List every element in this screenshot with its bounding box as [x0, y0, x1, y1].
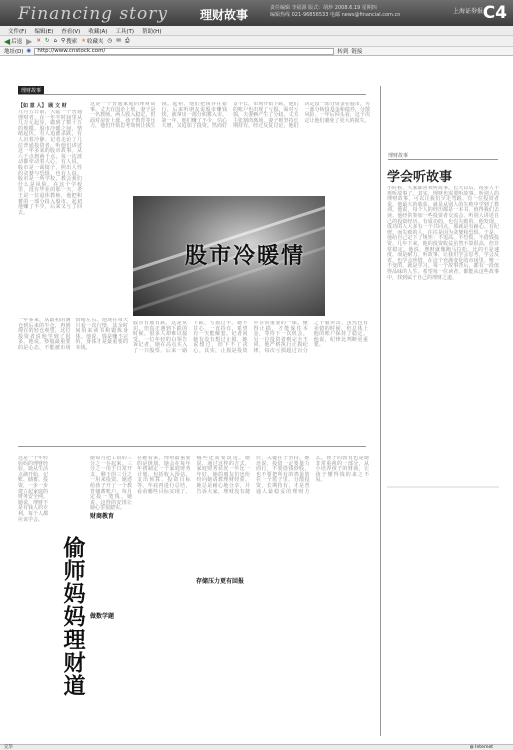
right-divider-block — [387, 486, 499, 488]
right-column-headline: 学会听故事 — [387, 170, 453, 185]
bottom-left-narrow-column: 这是一个年轻妈妈的理财经验。她从生活点滴开始，记账、储蓄、投资，一步一步建立起家庭的财务安全网。她说，理财不是有钱人的专利，每个人都应该学会。 — [18, 456, 48, 523]
address-bar — [0, 47, 513, 56]
stock-photo — [133, 196, 325, 316]
history-button[interactable] — [108, 38, 113, 44]
subhead-math: 做数学题 — [90, 613, 115, 620]
print-icon: ⎙ — [124, 37, 130, 44]
header-page-number: C4 — [482, 3, 507, 23]
bottom-middle-columns: 在她看来，理财最重要的是规划。她会在每年年初制定一个家庭财务计划，包括收入预估、支出预算、投资目标等。年底再进行总结，看看哪些目标实现了，哪些还需要改进。她说，通过这样的方式，家庭财务状况一年比一年好。她的朋友们也纷纷向她请教理财经验。她总是耐心地分享，并告诉大家，理财没有捷径，关键在于坚持。她还说，投资一定要量力而行，不要借钱炒股，也不要把所有的鸡蛋放在一个篮子里。分散投资，长期持有，才是普通人最稳妥的理财方式。孩子的教育也是她非常重视的一部分，从小培养孩子的财商，让孩子懂得钱的来之不易。 — [137, 456, 369, 495]
go-button[interactable]: 转到 — [337, 49, 349, 55]
mail-button[interactable] — [116, 38, 121, 44]
header-meta — [270, 5, 400, 19]
menu-bar — [0, 26, 513, 36]
header-paper-name: 上海证券报 — [452, 8, 483, 15]
section-rule — [18, 94, 366, 95]
globe-icon: ◍ — [469, 745, 474, 750]
left-mid-columns: 一年多来，从最初的满仓到后来的半仓，再到现在的轻仓观望，这位投资者说他学到了很多。他说，炒股最重要的是心态，不能被市场情绪左右。他现在每天只看一次行情，其余时间用来读书和锻炼身体。他说，钱是赚不完的，身体才是最重要的本钱。 — [18, 318, 128, 351]
home-icon: ⌂ — [53, 38, 58, 44]
right-text-column: 小时候，大家都喜欢听故事。长大以后，很多人不再听故事了。其实，理财也需要听故事。听别人的理财故事，可以让我们少走弯路。有一位投资者说，他最大的收获，就是从别人的失败中学到了教训。他说，每个人的经历都是一本书，值得我们去读。他经常参加一些投资者交流会，听别人讲述自己的投资经历。有成功的，也有失败的。他发现，成功的人大多有一个共同点，那就是有耐心、有纪律。而失败的人，往往是因为贪婪和恐惧。于是，他给自己定下了规矩：不追高、不恐慌、不借钱投资。几年下来，他的投资收益虽然不算很高，但非常稳定。他说，理财就像跑马拉松，比的不是速度，而是耐力。听故事，让我们学会思考，学会反省，也学会珍惜。在这个充满变化的市场里，唯一不变的，就是学习。每一个故事背后，都有一段值得品味的人生。希望每一位读者，都能从这些故事中，找到属于自己的理财之道。 — [387, 186, 499, 281]
history-icon: ◷ — [107, 38, 113, 44]
header-section-title: 理财故事 — [200, 8, 249, 22]
back-arrow-icon: ◀ — [4, 36, 11, 46]
address-input[interactable]: http://www.cnstock.com/ — [34, 48, 334, 55]
favorites-button[interactable] — [81, 37, 103, 45]
menu-help[interactable]: 帮助(H) — [142, 28, 162, 35]
favorites-label: 收藏夹 — [87, 39, 104, 45]
page-icon: ◉ — [26, 48, 32, 54]
back-label: 后退 — [11, 39, 23, 45]
right-section-label: 理财故事 — [388, 152, 498, 160]
left-section-label: 理财故事 — [18, 86, 44, 95]
star-icon: ★ — [81, 38, 87, 44]
print-button[interactable] — [125, 38, 129, 45]
menu-view[interactable]: 查看(V) — [61, 28, 81, 35]
right-column-divider — [380, 86, 381, 736]
links-button[interactable]: 链接 — [351, 49, 363, 55]
middle-rule — [18, 446, 366, 447]
browser-toolbar — [0, 36, 513, 47]
status-text: 完毕 — [4, 745, 13, 750]
bottom-second-column: 她每月把工资的三分之一存起来，三分之一用于日常开支，剩下的三分之一用来投资。她还给孩子开了一个教育储蓄账户，每月定投一笔钱。她说，这样的安排让她心里很踏实。 — [90, 456, 132, 512]
stop-icon: ✕ — [36, 38, 41, 44]
subhead-education: 财商教育 — [90, 513, 115, 520]
meta-line-1: 责任编辑 李福源 版式：胡珍 2008.6.19 星期四 — [270, 5, 377, 11]
vertical-article-title: 偷师妈妈理财道 — [60, 536, 86, 697]
address-label: 地址(D) — [4, 49, 24, 55]
left-text-column: 九月五日前，大陆一个普通理财者，在一年半时间里从几万元起步，做到了数十万的规模。股市冷暖之间，情绪起伏，有人追涨杀跌，有人沉着冷静。记者走访了几位普通投资者，听他们讲述这一年多来的股市故事。从六千点到两千点，每一次波动都牵动着人心。有人说，股市是一面镜子，照出人性的贪婪与恐惧。也有人说，股市是一所学校，教会我们什么是风险。在这个学校里，没有毕业的那一天。老王是一位退休教师，他把积蓄的一部分投入股市。起初他赚了不少，后来又亏了回去。 — [18, 110, 82, 216]
status-bar — [0, 744, 513, 750]
search-button[interactable] — [61, 37, 77, 45]
header-brand: Financing story — [18, 4, 168, 24]
subhead-savings: 存储压力更有回报 — [196, 578, 245, 585]
internet-zone — [470, 745, 493, 750]
newspaper-header — [0, 0, 513, 26]
photo-headline: 股市冷暖情 — [184, 243, 305, 269]
home-button[interactable] — [54, 38, 58, 44]
under-photo-columns: 股市有涨有跌，这是常识。但真正遇到下跌的时候，很多人却难以接受。一位年轻的白领告诉记者，她在高点买入了一只股票，后来一路下跌，亏损过半。她不甘心，一直持有，希望有一天能解套。记者问她有没有想过止损，她说想过，但下不了决心。其实，止损是投资中非常重要的一课。懂得止损，才能保住本金，等待下一次机会。另一位投资者则完全不同，他严格执行止损纪律，每次亏损超过百分之十就卖出。虽然也有卖错的时候，但总体上他的账户保持了稳定。他说，纪律比判断更重要。 — [133, 321, 368, 354]
mail-icon: ✉ — [116, 38, 121, 44]
refresh-button[interactable] — [45, 38, 50, 44]
meta-line-2: 编辑热线 021-96856533 电邮 news@financial.com.cn — [270, 12, 401, 18]
menu-file[interactable]: 文件(F) — [8, 28, 27, 35]
forward-arrow-icon: ▶ — [26, 36, 33, 46]
top-text-columns: 这是一个普通家庭的理财故事。丈夫在国企上班，妻子是一名教师。两人收入稳定，但面对房价上涨、孩子教育等压力，他们开始思考如何让钱生钱。起初，他们把钱存在银行，后来听朋友说股市赚钱快，就拿出一部分积蓄入市。第一年，他们赚了不少，信心大增，又追加了投资。然而好景不长，市场开始下跌，他们的账户也出现了亏损。面对亏损，夫妻俩产生了分歧。丈夫主张割肉离场，妻子则坚持长期持有。经过反复讨论，他们决定留一部分资金在股市，另一部分转投基金和债券，分散风险。一年后回头看，这个决定让他们避免了更大的损失。 — [90, 102, 370, 130]
stop-button[interactable] — [36, 38, 41, 44]
back-button[interactable] — [4, 37, 22, 46]
newspaper-page — [0, 56, 513, 744]
refresh-icon: ↻ — [44, 38, 50, 44]
menu-favorites[interactable]: 收藏(A) — [88, 28, 108, 35]
forward-button[interactable] — [26, 37, 32, 46]
zone-label: Internet — [475, 745, 493, 750]
search-icon: ⚲ — [61, 38, 66, 44]
menu-tools[interactable]: 工具(T) — [115, 28, 135, 35]
left-column-head: 【如 意 人】 顾 文 财 — [18, 103, 67, 109]
menu-edit[interactable]: 编辑(E) — [34, 28, 54, 35]
search-label: 搜索 — [66, 39, 78, 45]
